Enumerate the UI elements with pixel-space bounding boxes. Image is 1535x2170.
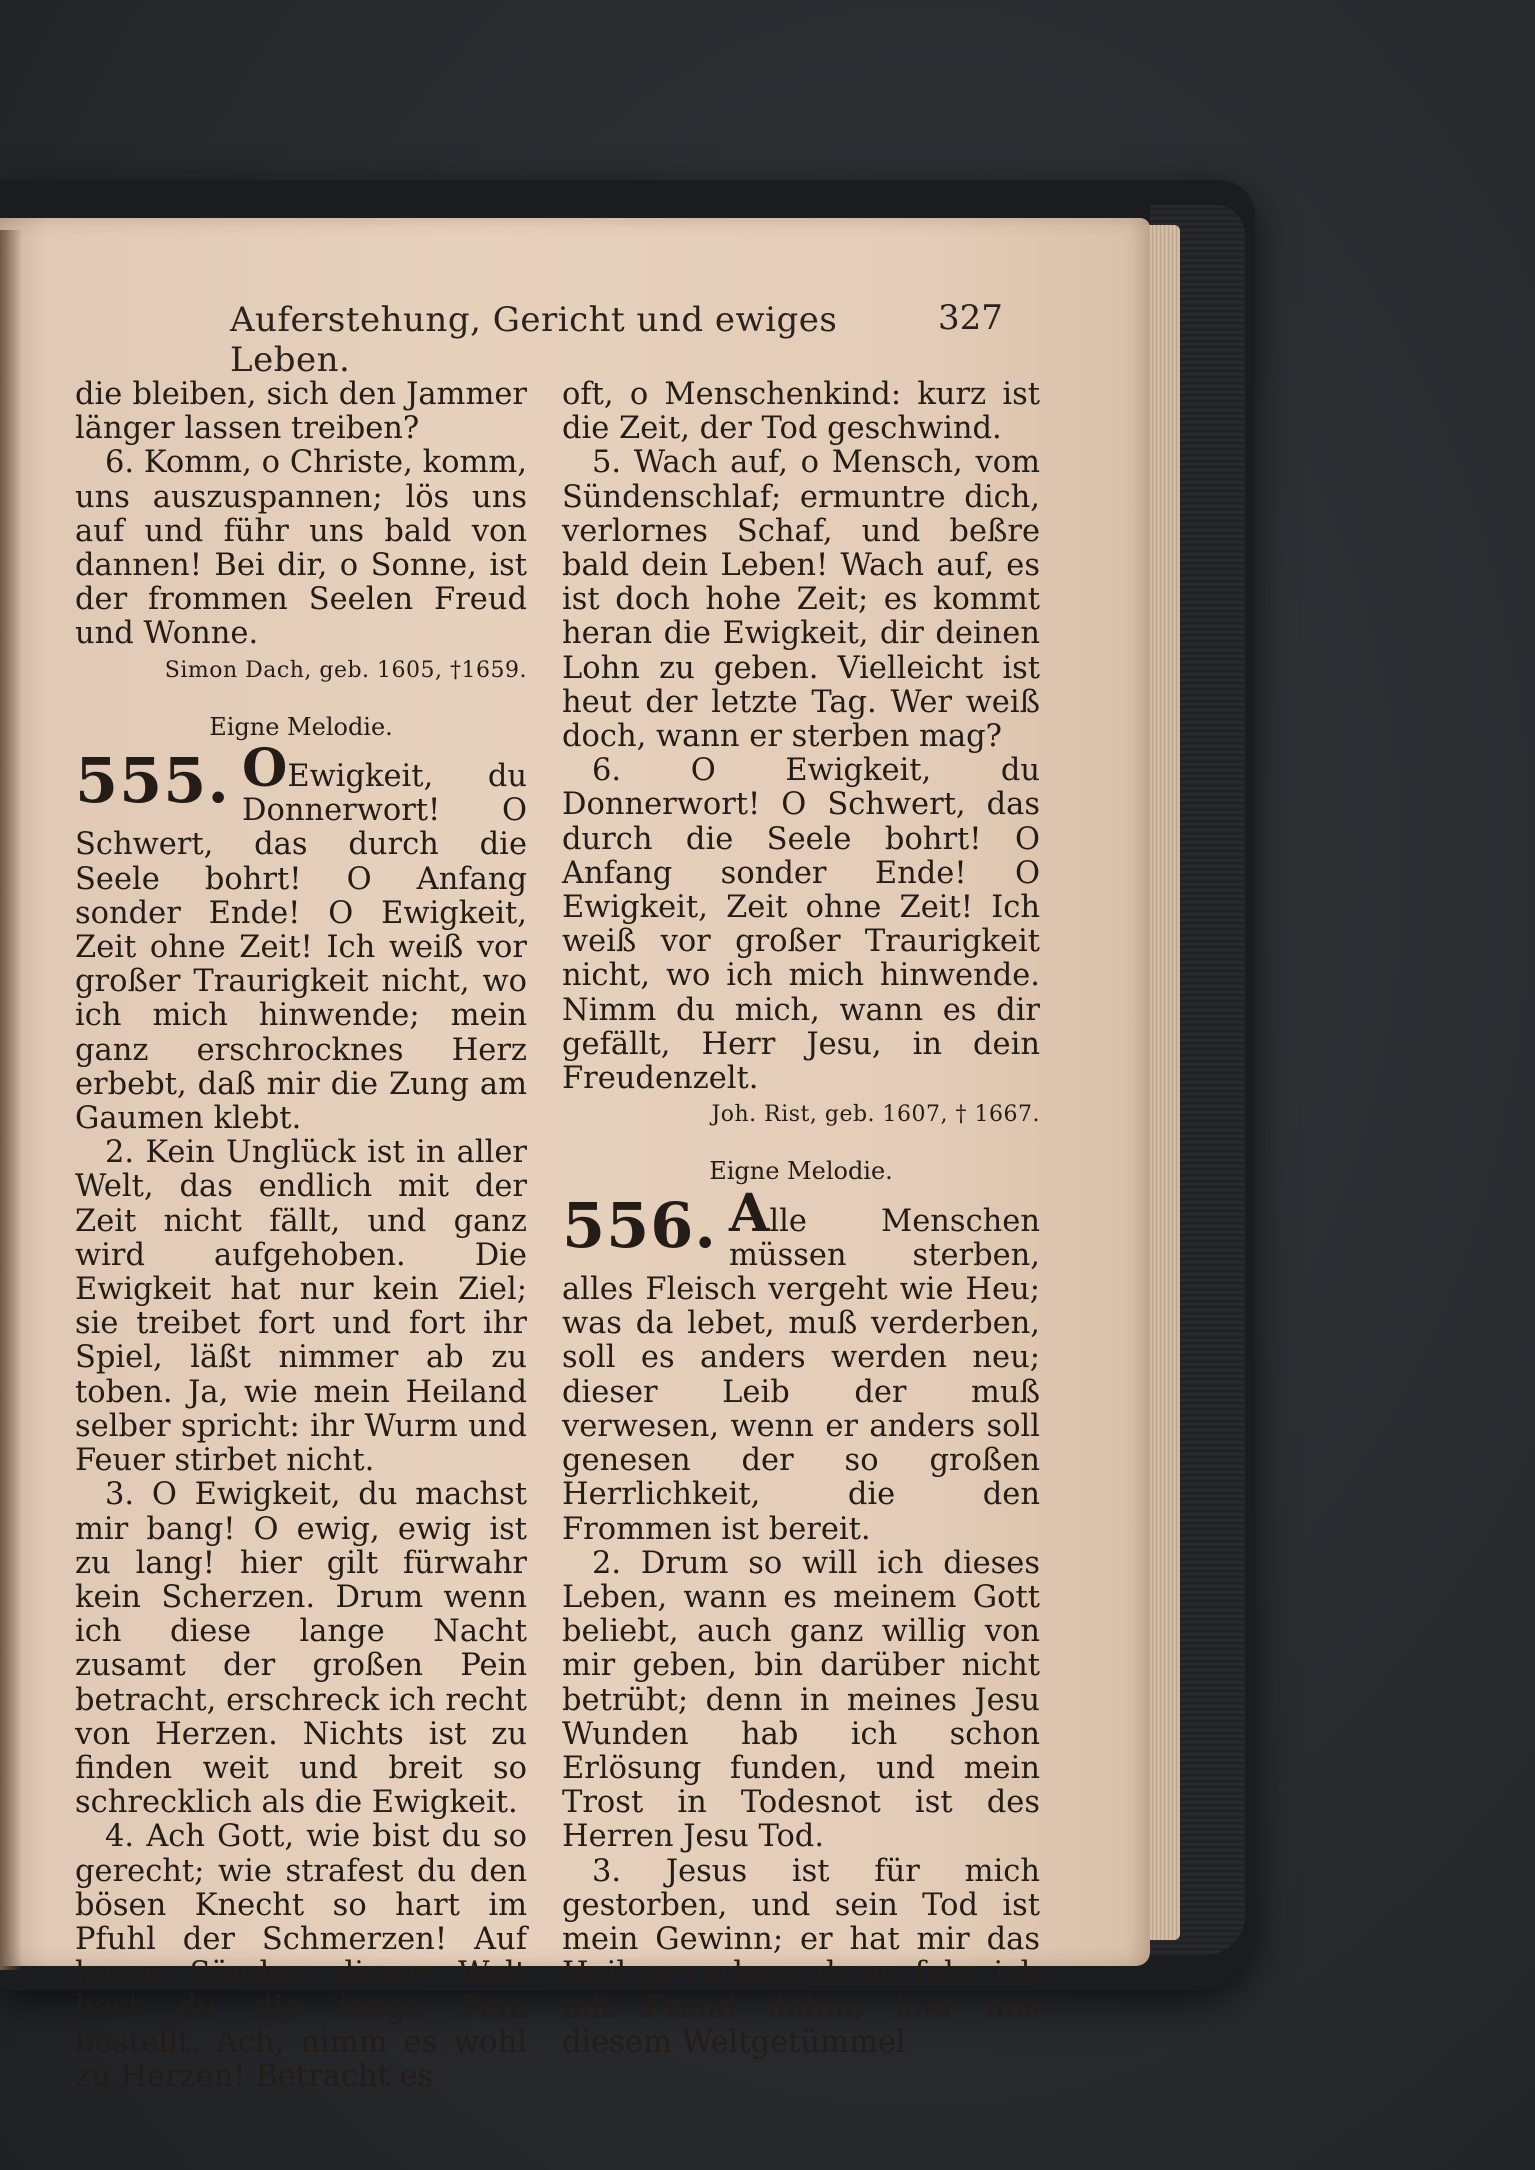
- left-column: [75, 378, 527, 2094]
- verse-3: 3. O Ewigkeit, du machst mir bang! O ewig, ewig ist zu lang! hier gilt fürwahr kein Scherzen. Drum wenn ich diese lange Nacht zusamt der großen Pein betracht, erschreck ich recht von Herzen. Nichts ist zu finden weit und breit so schrecklich als die Ewigkeit.: [75, 1477, 527, 1821]
- melody-note: Eigne Melodie.: [709, 1157, 893, 1186]
- running-title: Auferstehung, Gericht und ewiges Leben.: [230, 300, 838, 380]
- gutter-shadow: [0, 230, 22, 1970]
- verse-6: 6. O Ewigkeit, du Donnerwort! O Schwert, das durch die Seele bohrt! O Anfang sonder Ende! O Ewigkeit, Zeit ohne Zeit! Ich weiß vor großer Traurigkeit nicht, wo ich mich hinwende. Nimm du mich, wann es dir gefällt, Herr Jesu, in dein Freudenzelt.: [562, 753, 1040, 1097]
- verse-2: 2. Drum so will ich dieses Leben, wann es meinem Gott beliebt, auch ganz willig von mir geben, bin darüber nicht betrübt; denn in meines Jesu Wunden hab ich schon Erlösung funden, und mein Trost in Todesnot ist des Herren Jesu Tod.: [562, 1545, 1040, 1855]
- hymn-text: lle Menschen müssen sterben, alles Fleisch vergeht wie Heu; was da lebet, muß verderben, soll es anders werden neu; dieser Leib der muß verwesen, wenn er anders soll genesen der so großen Herrlichkeit, die den Frommen ist bereit.: [562, 1203, 1040, 1547]
- verse-2: 2. Kein Unglück ist in aller Welt, das endlich mit der Zeit nicht fällt, und ganz wird aufgehoben. Die Ewigkeit hat nur kein Ziel; sie treibet fort und fort ihr Spiel, läßt nimmer ab zu toben. Ja, wie mein Heiland selber spricht: ihr Wurm und Feuer stirbet nicht.: [75, 1135, 527, 1479]
- hymn-555: [75, 738, 527, 1137]
- hymn-attribution: Simon Dach, geb. 1605, †1659.: [164, 657, 527, 683]
- melody-note: Eigne Melodie.: [209, 712, 393, 741]
- right-column: [562, 378, 1040, 2060]
- hymn-556: [562, 1182, 1040, 1547]
- hymn-attribution: Joh. Rist, geb. 1607, † 1667.: [711, 1102, 1040, 1128]
- verse-3: 3. Jesus ist für mich gestorben, und sein Tod ist mein Gewinn; er hat mir das Heil erworben: drum fahr ich mit Freud dahin, hier aus diesem Weltgetümmel: [562, 1853, 1040, 2060]
- verse-4: 4. Ach Gott, wie bist du so gerecht; wie strafest du den bösen Knecht so hart im Pfuhl der Schmerzen! Auf kurze Sünden dieser Welt hast du die lange Pein bestellt. Ach, nimm es wohl zu Herzen! Betracht es: [75, 1819, 527, 2094]
- verse-5: 5. Wach auf, o Mensch, vom Sündenschlaf; ermuntre dich, verlornes Schaf, und beßre bald dein Leben! Wach auf, es ist doch hohe Zeit; es kommt heran die Ewigkeit, dir deinen Lohn zu geben. Vielleicht ist heut der letzte Tag. Wer weiß doch, wann er sterben mag?: [562, 445, 1040, 755]
- page-number: 327: [938, 298, 1003, 338]
- verse-continuation: oft, o Menschenkind: kurz ist die Zeit, der Tod geschwind.: [562, 377, 1040, 447]
- hymn-text: Ewigkeit, du Donnerwort! O Schwert, das durch die Seele bohrt! O Anfang sonder Ende! O Ewigkeit, Zeit ohne Zeit! Ich weiß vor großer Traurigkeit nicht, wo ich mich hinwende; mein ganz erschrocknes Herz erbebt, daß mir die Zung am Gaumen klebt.: [75, 759, 527, 1137]
- verse-continuation: die bleiben, sich den Jammer länger lassen treiben?: [75, 377, 527, 447]
- hymn-number: 555.: [75, 744, 231, 818]
- drop-initial: A: [729, 1182, 770, 1244]
- verse-6: 6. Komm, o Christe, komm, uns auszuspannen; lös uns auf und führ uns bald von dannen! Bei dir, o Sonne, ist der frommen Seelen Freud und Wonne.: [75, 445, 527, 652]
- drop-initial: O: [242, 738, 288, 800]
- hymn-number: 556.: [562, 1188, 718, 1262]
